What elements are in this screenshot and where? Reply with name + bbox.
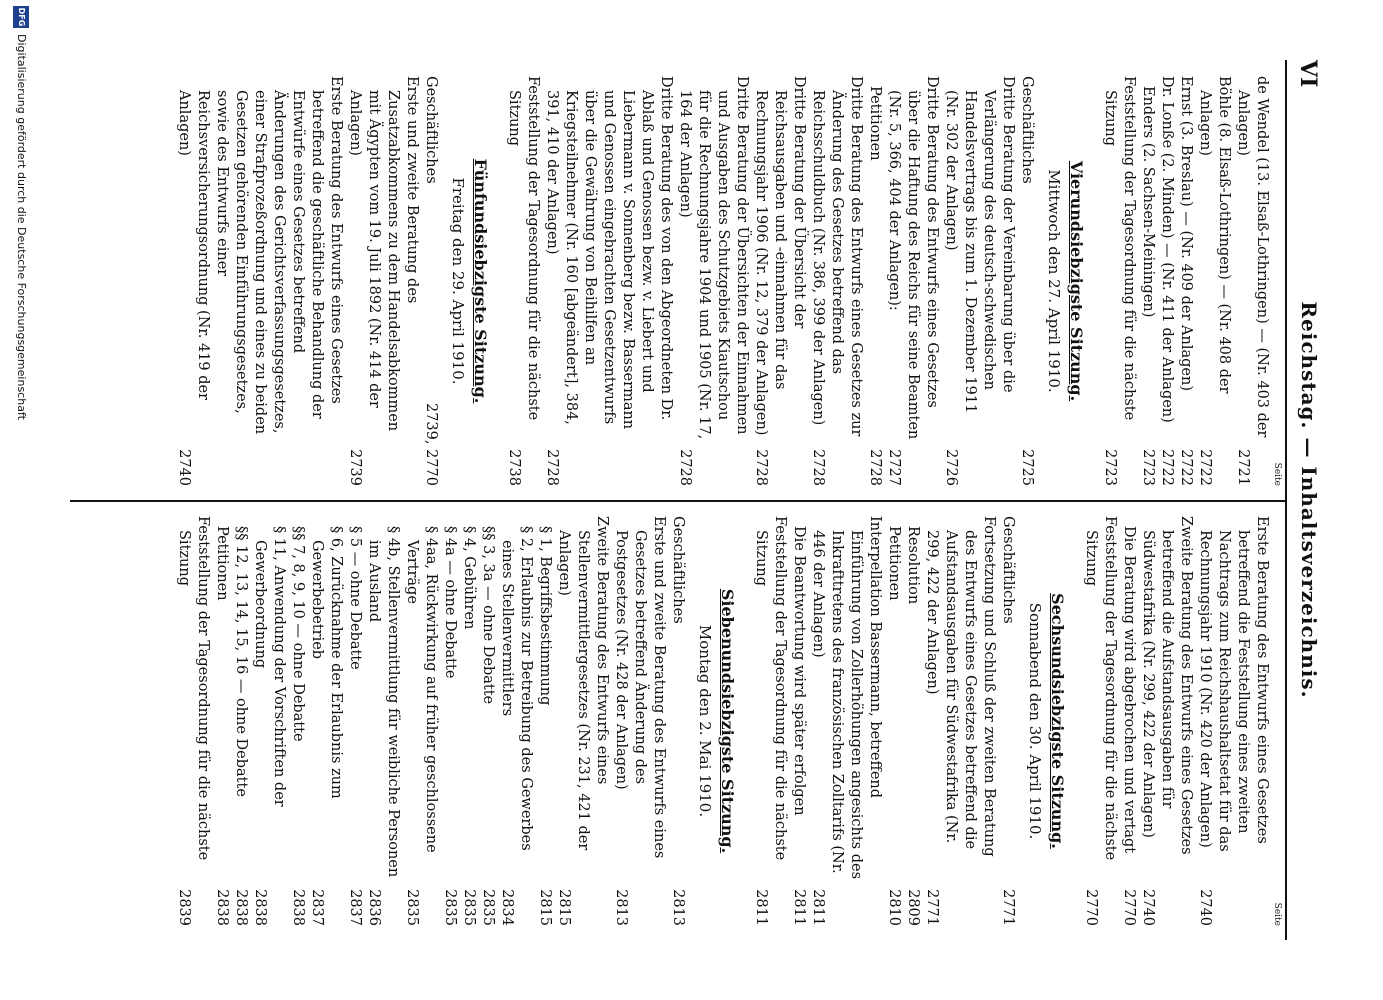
toc-entry-text: Erste und zweite Beratung des Zusatzabkommens zu dem Handelsabkommen mit Ägypten vom 19. Juli 1892 (Nr. 414 der Anlagen) [347, 76, 420, 432]
toc-entry-page: 2739 [347, 449, 363, 486]
toc-entry-text: Erste und zweite Beratung des Entwurfs eines Gesetzes betreffend Änderung des Postgesetzes (Nr. 428 der Anlagen) [613, 516, 667, 859]
toc-entry [751, 516, 789, 926]
toc-entry [789, 516, 808, 926]
toc-entry [288, 516, 307, 926]
toc-entry-text: Dr. Lonße (2. Minden) — (Nr. 411 der Anlagen) [1159, 76, 1175, 423]
toc-entry [542, 76, 675, 486]
toc-entry [250, 516, 288, 926]
toc-entry [1157, 76, 1176, 486]
toc-entry [1017, 76, 1036, 486]
toc-entry-text: § 4, Gebühren [461, 526, 477, 630]
toc-entry-text: Petitionen [886, 526, 902, 601]
toc-entry-page: 2838 [233, 889, 249, 926]
toc-entry-text: § 4b, Stellenvermittlung für weibliche Personen im Ausland [366, 526, 401, 878]
toc-entry-page: 2809 [905, 889, 921, 926]
toc-entry-text: Ernst (3. Breslau) — (Nr. 409 der Anlagen) [1178, 76, 1194, 391]
toc-entry [497, 516, 535, 926]
toc-entry-page: 2722 [1159, 449, 1175, 486]
toc-entry-page: 2722 [1178, 449, 1194, 486]
toc-entry-page: 2813 [613, 889, 629, 926]
toc-entry-page: 2728 [810, 449, 826, 486]
toc-entry-page: 2722 [1197, 449, 1213, 486]
toc-list [751, 516, 1017, 926]
toc-entry [307, 516, 345, 926]
toc-entry-text: §§ 3, 3a — ohne Debatte [480, 526, 496, 705]
toc-entry-text: Feststellung der Tagesordnung für die nächste Sitzung [506, 76, 541, 421]
toc-entry [922, 516, 998, 926]
toc-entry [174, 76, 345, 486]
toc-entry-text: § 4aa, Rückwirkung auf früher geschlossene Verträge [404, 526, 439, 853]
toc-entry [345, 516, 364, 926]
digitization-credit: Digitalisierung gefördert durch die Deutsche Forschungsgemeinschaft [15, 34, 28, 420]
section-title: Sechsundsiebzigste Sitzung. [1048, 593, 1067, 849]
page-header [1291, 60, 1321, 940]
toc-entry-text: Die Beantwortung wird später erfolgen [791, 526, 807, 816]
page-number: VI [1295, 60, 1321, 88]
toc-entry-page: 2835 [461, 889, 477, 926]
toc-entry-text: Feststellung der Tagesordnung für die nächste Sitzung [1102, 76, 1137, 421]
toc-entry [440, 516, 459, 926]
toc-entry-text: Petitionen [867, 86, 883, 161]
toc-entry-page: 2771 [924, 889, 940, 926]
toc-entry [174, 516, 212, 926]
toc-entry [345, 76, 421, 486]
toc-entry [212, 516, 231, 926]
toc-entry-text: Feststellung der Tagesordnung für die nächste Sitzung [176, 516, 211, 861]
toc-entry [675, 76, 751, 486]
toc-entry [941, 76, 1017, 486]
section-date: Sonnabend den 30. April 1910. [1026, 602, 1044, 840]
toc-entry-page: 2738 [506, 449, 522, 486]
toc-entry [903, 516, 922, 926]
toc-entry-text: Fortsetzung und Schluß der zweiten Beratung des Entwurfs eines Gesetzes betreffend die Aufstandsausgaben für Südwestafrika (Nr. 299, 422 der Anlagen) [924, 516, 997, 857]
toc-entry-text: Zweite Beratung des Entwurfs eines Gesetzes betreffend die Aufstandsausgaben für Südwestafrika (Nr. 299, 422 der Anlagen) [1140, 516, 1194, 855]
section-date: Montag den 2. Mai 1910. [696, 624, 714, 818]
toc-entry-text: Geschäftliches [1000, 516, 1016, 624]
seite-label: Seite [1272, 462, 1282, 486]
toc-entry-page: 2813 [670, 889, 686, 926]
toc-entry [421, 76, 440, 486]
toc-entry-page: 2811 [810, 889, 826, 926]
toc-entry [611, 516, 668, 926]
toc-entry-page: 2815 [556, 889, 572, 926]
toc-entry-page: 2810 [886, 889, 902, 926]
toc-entry [808, 76, 865, 486]
toc-entry-page: 2835 [442, 889, 458, 926]
toc-entry-page: 2839 [176, 889, 192, 926]
toc-entry-page: 2771 [1000, 889, 1016, 926]
toc-entry-text: Dritte Beratung der Übersichten der Einnahmen und Ausgaben des Schutzgebiets Kiautschou für die Rechnungsjahre 1904 und 1905 (Nr. 17, 164 der Anlagen) [677, 76, 750, 440]
toc-entry [1233, 76, 1271, 486]
toc-entry-page: 2728 [867, 449, 883, 486]
toc-entry-text: Dritte Beratung des Entwurfs eines Gesetzes zur Änderung des Gesetzes betreffend das Reichsschuldbuch (Nr. 386, 399 der Anlagen) [810, 76, 864, 437]
section-title: Fünfundsiebzigste Sitzung. [471, 158, 490, 404]
toc-entry-text: Geschäftliches [670, 516, 686, 624]
toc-entry-page: 2838 [290, 889, 306, 926]
toc-entry-text: § 2, Erlaubnis zur Betreibung des Gewerbes eines Stellenvermittlers [499, 526, 534, 851]
toc-entry-page: 2838 [252, 889, 268, 926]
toc-entry-page: 2723 [1102, 449, 1118, 486]
toc-entry-text: Dritte Beratung der Übersicht der Reichsausgaben und -einnahmen für das Rechnungsjahr 1906 (Nr. 12, 379 der Anlagen) [753, 76, 807, 436]
toc-entry [1176, 76, 1195, 486]
toc-entry-text: Dritte Beratung der Vereinbarung über die Verlängerung des deutsch-schwedischen Handelsvertrags bis zum 1. Dezember 1911 (Nr. 302 der Anlagen) [943, 76, 1016, 414]
toc-entry [402, 516, 440, 926]
section-date: Mittwoch den 27. April 1910. [1045, 169, 1063, 393]
toc-entry-page: 2723 [1140, 449, 1156, 486]
toc-list [504, 76, 1036, 486]
toc-entry [535, 516, 554, 926]
toc-entry-text: Enders (2. Sachsen-Meiningen) [1140, 86, 1156, 318]
toc-entry [1119, 516, 1138, 926]
toc-entry-text: § 1, Begriffsbestimmung [537, 526, 553, 706]
toc-entry-text: Feststellung der Tagesordnung für die nächste Sitzung [753, 516, 788, 861]
toc-entry-text: Geschäftliches [423, 76, 439, 184]
toc-entry [1138, 76, 1157, 486]
toc-entry-text: Feststellung der Tagesordnung für die nächste Sitzung [1083, 516, 1118, 861]
toc-entry [668, 516, 687, 926]
toc-entry-text: Die Beratung wird abgebrochen und vertagt [1121, 526, 1137, 854]
toc-entry-page: 2725 [1019, 449, 1035, 486]
toc-entry-text: de Wendel (13. Elsaß-Lothringen) — (Nr. 403 der Anlagen) [1235, 76, 1270, 438]
toc-list [174, 76, 440, 486]
toc-entry-text: § 5 — ohne Debatte [347, 526, 363, 670]
toc-entry [998, 516, 1017, 926]
toc-entry-text: Erste Beratung des Entwurfs eines Gesetzes betreffend die geschäftliche Behandlung der Entwürfe eines Gesetzes betreffend Änderungen des Gerichtsverfassungsgesetzes, einer Strafprozeßordnung und eines zu beiden Gesetzen gehörenden Einführungsgesetzes, sowie des Entwurfs einer Reichsversicherungsordnung (Nr. 419 der Anlagen) [176, 76, 344, 435]
toc-entry-text: § 6, Zurücknahme der Erlaubnis zum Gewerbebetrieb [309, 526, 344, 799]
toc-entry-text: Dritte Beratung des von den Abgeordneten Dr. Ablaß und Genossen bezw. v. Liebert und Liebermann v. Sonnenberg bezw. Bassermann und Genossen eingebrachten Gesetzentwurfs über die Gewährung von Beihilfen an Kriegsteilnehmer (Nr. 160 [abgeändert], 384, 391, 410 der Anlagen) [544, 76, 674, 430]
toc-entry-page: 2837 [309, 889, 325, 926]
toc-entry [231, 516, 250, 926]
toc-entry [459, 516, 478, 926]
seite-label: Seite [1272, 902, 1282, 926]
toc-entry-page: 2811 [791, 889, 807, 926]
toc-entry-text: Erste Beratung des Entwurfs eines Gesetzes betreffend die Feststellung eines zweiten Nachtrags zum Reichshaushaltsetat für das Rechnungsjahr 1910 (Nr. 420 der Anlagen) [1197, 516, 1270, 852]
toc-entry-page: 2838 [214, 889, 230, 926]
toc-entry [504, 76, 542, 486]
toc-entry [1195, 516, 1271, 926]
toc-entry-page: 2728 [677, 449, 693, 486]
section-title: Siebenundsiebzigste Sitzung. [718, 588, 737, 854]
toc-entry [1081, 516, 1119, 926]
toc-entry-page: 2835 [404, 889, 420, 926]
toc-list [1081, 516, 1271, 926]
toc-entry [884, 76, 941, 486]
toc-entry [1100, 76, 1138, 486]
toc-entry-page: 2815 [537, 889, 553, 926]
toc-entry-text: §§ 12, 13, 14, 15, 16 — ohne Debatte [233, 526, 249, 797]
toc-entry-page: 2811 [753, 889, 769, 926]
toc-entry-page: 2770 [1083, 889, 1099, 926]
left-column [174, 76, 1283, 486]
section-date: Freitag den 29. April 1910. [449, 177, 467, 385]
toc-list [1100, 76, 1271, 486]
toc-entry-text: Resolution [905, 526, 921, 605]
footer [7, 0, 33, 1000]
toc-entry [865, 76, 884, 486]
toc-entry [751, 76, 808, 486]
toc-entry-page: 2728 [544, 449, 560, 486]
toc-entry [1195, 76, 1233, 486]
page-title: Reichstag. — Inhaltsverzeichnis. [1297, 301, 1321, 699]
toc-entry [884, 516, 903, 926]
toc-entry-text: Geschäftliches [1019, 76, 1035, 184]
right-column [174, 516, 1283, 926]
toc-entry-page: 2740 [176, 449, 192, 486]
toc-entry [808, 516, 884, 926]
toc-entry-page: 2728 [753, 449, 769, 486]
toc-entry-text: Dritte Beratung des Entwurfs eines Gesetzes über die Haftung des Reichs für seine Beamten (Nr. 5, 366, 404 der Anlagen): [886, 76, 940, 440]
toc-entry-page: 2739, 2770 [423, 402, 439, 486]
toc-entry-page: 2740 [1197, 889, 1213, 926]
toc-entry-page: 2770 [1121, 889, 1137, 926]
toc-entry-page: 2721 [1235, 449, 1251, 486]
toc-entry-text: §§ 7, 8, 9, 10 — ohne Debatte [290, 526, 306, 742]
toc-entry-page: 2726 [943, 449, 959, 486]
toc-entry-text: Böhle (8. Elsaß-Lothringen) — (Nr. 408 der Anlagen) [1197, 76, 1232, 394]
toc-entry-page: 2836 [366, 889, 382, 926]
toc-entry-page: 2837 [347, 889, 363, 926]
toc-entry-text: § 4a — ohne Debatte [442, 526, 458, 679]
section-title: Vierundsiebzigste Sitzung. [1067, 160, 1086, 402]
toc-entry [364, 516, 402, 926]
toc-entry [478, 516, 497, 926]
toc-entry-text: Zweite Beratung des Entwurfs eines Stellenvermittlergesetzes (Nr. 231, 421 der Anlagen) [556, 516, 610, 851]
toc-list [174, 516, 687, 926]
toc-entry-page: 2834 [499, 889, 515, 926]
dfg-logo: DFG [13, 6, 29, 28]
toc-entry-page: 2740 [1140, 889, 1156, 926]
toc-entry-text: § 11, Anwendung der Vorschriften der Gewerbeordnung [252, 526, 287, 807]
toc-entry-text: Petitionen [214, 526, 230, 601]
toc-entry [554, 516, 611, 926]
toc-entry-page: 2835 [480, 889, 496, 926]
toc-entry [1138, 516, 1195, 926]
toc-entry-text: Interpellation Bassermann, betreffend Einführung von Zollerhöhungen angesichts des Inkrafttretens des französischen Zolltarifs (Nr. 446 der Anlagen) [810, 516, 883, 880]
toc-entry-page: 2727 [886, 449, 902, 486]
column-divider [70, 500, 1287, 502]
